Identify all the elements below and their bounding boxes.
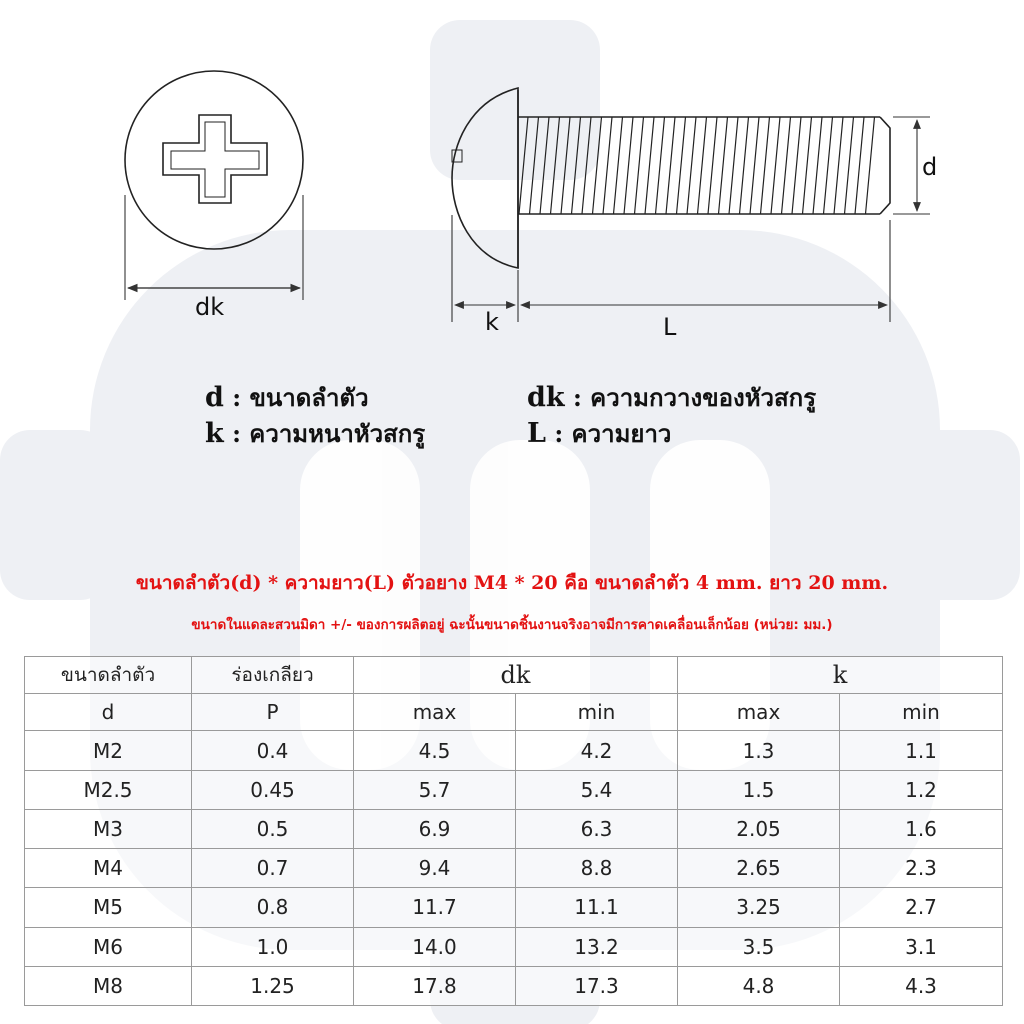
legend-item-k: k : ความหนาหัวสกรู <box>205 418 426 449</box>
cell-size: M2 <box>25 731 192 770</box>
cell-k-max: 2.65 <box>678 849 840 888</box>
cell-dk-min: 5.4 <box>516 770 678 809</box>
header-dk: dk <box>354 657 678 694</box>
cell-pitch: 0.4 <box>192 731 354 770</box>
cell-dk-min: 6.3 <box>516 809 678 848</box>
cell-k-min: 1.1 <box>840 731 1003 770</box>
cell-k-min: 2.7 <box>840 888 1003 927</box>
cell-dk-max: 11.7 <box>354 888 516 927</box>
cell-dk-max: 9.4 <box>354 849 516 888</box>
cell-dk-max: 17.8 <box>354 966 516 1005</box>
legend-item-dk: dk : ความกวางของหัวสกรู <box>527 382 817 413</box>
cell-k-min: 2.3 <box>840 849 1003 888</box>
table-row <box>25 849 1003 888</box>
d-label: d <box>922 153 938 181</box>
tolerance-note: ขนาดในแดละสวนมิดา +/- ของการผลิตอยู่ ฉะนั้นขนาดชิ้นงานจริงอาจมีการคาดเคลื่อนเล็กน้อย (หน่วย: มม.) <box>191 617 833 633</box>
legend-item-L: L : ความยาว <box>527 418 672 449</box>
table-row <box>25 927 1003 966</box>
legend-item-d: d : ขนาดลำตัว <box>205 382 369 413</box>
cell-size: M6 <box>25 927 192 966</box>
subheader-k-min: min <box>840 694 1003 731</box>
table-row <box>25 966 1003 1005</box>
cell-size: M5 <box>25 888 192 927</box>
cell-pitch: 1.25 <box>192 966 354 1005</box>
cell-dk-max: 5.7 <box>354 770 516 809</box>
cell-pitch: 0.45 <box>192 770 354 809</box>
table-row <box>25 731 1003 770</box>
subheader-k-max: max <box>678 694 840 731</box>
header-pitch: ร่องเกลียว <box>192 657 354 694</box>
cell-k-max: 4.8 <box>678 966 840 1005</box>
table-row <box>25 888 1003 927</box>
cell-dk-max: 4.5 <box>354 731 516 770</box>
cell-k-min: 1.6 <box>840 809 1003 848</box>
table-header-row <box>25 657 1003 694</box>
cell-pitch: 1.0 <box>192 927 354 966</box>
cell-k-min: 3.1 <box>840 927 1003 966</box>
cell-dk-min: 13.2 <box>516 927 678 966</box>
dimension-legend <box>205 378 965 458</box>
cell-dk-min: 11.1 <box>516 888 678 927</box>
header-k: k <box>678 657 1003 694</box>
cell-size: M8 <box>25 966 192 1005</box>
cell-k-max: 3.5 <box>678 927 840 966</box>
cell-size: M3 <box>25 809 192 848</box>
example-headline: ขนาดลำตัว(d) * ความยาว(L) ตัวอยาง M4 * 20 คือ ขนาดลำตัว 4 mm. ยาว 20 mm. <box>135 572 889 594</box>
cell-k-max: 1.5 <box>678 770 840 809</box>
cell-pitch: 0.8 <box>192 888 354 927</box>
L-label: L <box>663 313 677 341</box>
cell-k-min: 1.2 <box>840 770 1003 809</box>
cell-k-max: 3.25 <box>678 888 840 927</box>
k-label: k <box>485 308 499 336</box>
cell-k-max: 2.05 <box>678 809 840 848</box>
subheader-d: d <box>25 694 192 731</box>
spec-table <box>24 656 1003 1006</box>
dk-label: dk <box>195 293 225 321</box>
cell-size: M2.5 <box>25 770 192 809</box>
cell-size: M4 <box>25 849 192 888</box>
table-subheader-row <box>25 694 1003 731</box>
cell-dk-min: 8.8 <box>516 849 678 888</box>
header-size: ขนาดลำตัว <box>25 657 192 694</box>
cell-dk-max: 6.9 <box>354 809 516 848</box>
subheader-p: P <box>192 694 354 731</box>
cell-dk-max: 14.0 <box>354 927 516 966</box>
screw-side-view <box>452 88 890 268</box>
cell-pitch: 0.5 <box>192 809 354 848</box>
head-top-view <box>125 71 303 300</box>
table-row <box>25 770 1003 809</box>
table-row <box>25 809 1003 848</box>
cell-dk-min: 4.2 <box>516 731 678 770</box>
cell-k-min: 4.3 <box>840 966 1003 1005</box>
cell-k-max: 1.3 <box>678 731 840 770</box>
cell-pitch: 0.7 <box>192 849 354 888</box>
screw-diagram <box>0 0 1024 360</box>
subheader-dk-max: max <box>354 694 516 731</box>
subheader-dk-min: min <box>516 694 678 731</box>
cell-dk-min: 17.3 <box>516 966 678 1005</box>
